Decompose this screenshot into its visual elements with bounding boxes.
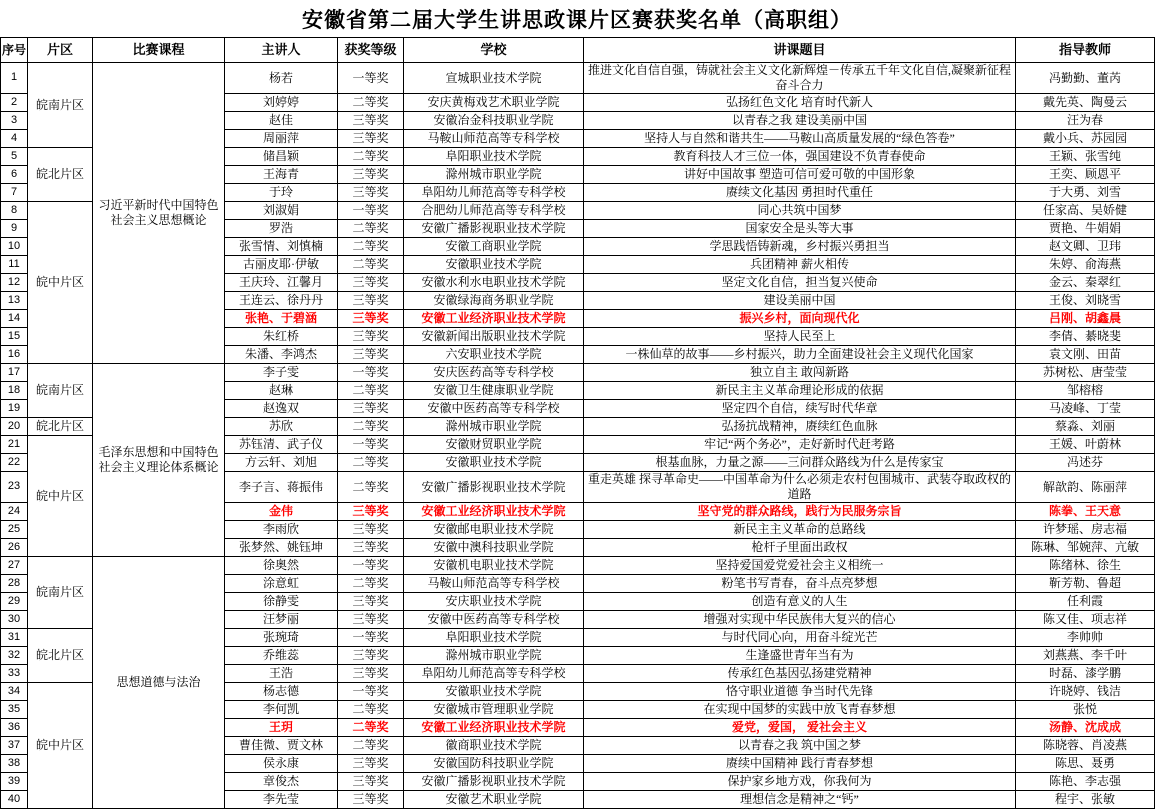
- advisor-cell: 王颖、张雪纯: [1016, 148, 1155, 166]
- col-header-award: 获奖等级: [338, 38, 404, 63]
- advisor-cell: 冯勤勤、董芮: [1016, 63, 1155, 94]
- col-header-region: 片区: [28, 38, 93, 63]
- school-cell: 马鞍山师范高等专科学校: [404, 575, 584, 593]
- topic-cell: 国家安全是头等大事: [584, 220, 1016, 238]
- row-number-cell: 37: [1, 737, 28, 755]
- topic-cell: 增强对实现中华民族伟大复兴的信心: [584, 611, 1016, 629]
- award-cell: 二等奖: [338, 701, 404, 719]
- advisor-cell: 程宇、张敏: [1016, 791, 1155, 809]
- topic-cell: 生逢盛世青年当有为: [584, 647, 1016, 665]
- row-number-cell: 35: [1, 701, 28, 719]
- speaker-cell: 古丽皮耶·伊敏: [225, 256, 338, 274]
- school-cell: 徽商职业技术学院: [404, 737, 584, 755]
- school-cell: 安徽城市管理职业学院: [404, 701, 584, 719]
- region-cell: 皖北片区: [28, 418, 93, 436]
- advisor-cell: 许晓婷、钱洁: [1016, 683, 1155, 701]
- speaker-cell: 杨若: [225, 63, 338, 94]
- col-header-number: 序号: [1, 38, 28, 63]
- advisor-cell: 刘燕燕、李千叶: [1016, 647, 1155, 665]
- award-cell: 三等奖: [338, 400, 404, 418]
- speaker-cell: 李先莹: [225, 791, 338, 809]
- topic-cell: 与时代同心向，用奋斗绽光芒: [584, 629, 1016, 647]
- row-number-cell: 29: [1, 593, 28, 611]
- region-cell: 皖南片区: [28, 557, 93, 629]
- award-cell: 三等奖: [338, 184, 404, 202]
- page-title: 安徽省第二届大学生讲思政课片区赛获奖名单（高职组）: [302, 8, 852, 32]
- region-cell: 皖北片区: [28, 148, 93, 202]
- school-cell: 安徽财贸职业学院: [404, 436, 584, 454]
- award-cell: 三等奖: [338, 539, 404, 557]
- topic-cell: 恪守职业道德 争当时代先锋: [584, 683, 1016, 701]
- topic-cell: 以青春之我 建设美丽中国: [584, 112, 1016, 130]
- advisor-cell: 朱婷、俞海燕: [1016, 256, 1155, 274]
- topic-cell: 弘扬抗战精神，赓续红色血脉: [584, 418, 1016, 436]
- school-cell: 安徽广播影视职业技术学院: [404, 472, 584, 503]
- advisor-cell: 解歆韵、陈丽萍: [1016, 472, 1155, 503]
- advisor-cell: 李倩、綦晓斐: [1016, 328, 1155, 346]
- school-cell: 安徽邮电职业技术学院: [404, 521, 584, 539]
- row-number-cell: 31: [1, 629, 28, 647]
- award-cell: 三等奖: [338, 755, 404, 773]
- row-number-cell: 32: [1, 647, 28, 665]
- speaker-cell: 杨志德: [225, 683, 338, 701]
- award-cell: 三等奖: [338, 292, 404, 310]
- row-number-cell: 3: [1, 112, 28, 130]
- advisor-cell: 贾艳、牛娟娟: [1016, 220, 1155, 238]
- advisor-cell: 赵文卿、卫玮: [1016, 238, 1155, 256]
- speaker-cell: 徐静雯: [225, 593, 338, 611]
- row-number-cell: 18: [1, 382, 28, 400]
- school-cell: 安徽国防科技职业学院: [404, 755, 584, 773]
- col-header-topic: 讲课题目: [584, 38, 1016, 63]
- region-cell: 皖北片区: [28, 629, 93, 683]
- topic-cell: 坚持爱国爱党爱社会主义相统一: [584, 557, 1016, 575]
- school-cell: 安徽冶金科技职业学院: [404, 112, 584, 130]
- school-cell: 安徽广播影视职业技术学院: [404, 773, 584, 791]
- topic-cell: 在实现中国梦的实践中放飞青春梦想: [584, 701, 1016, 719]
- speaker-cell: 金伟: [225, 503, 338, 521]
- advisor-cell: 王奕、顾恩平: [1016, 166, 1155, 184]
- row-number-cell: 12: [1, 274, 28, 292]
- topic-cell: 弘扬红色文化 培育时代新人: [584, 94, 1016, 112]
- school-cell: 安徽工业经济职业技术学院: [404, 719, 584, 737]
- advisor-cell: 张悦: [1016, 701, 1155, 719]
- advisor-cell: 任家高、吴娇健: [1016, 202, 1155, 220]
- award-cell: 一等奖: [338, 683, 404, 701]
- advisor-cell: 汤静、沈成成: [1016, 719, 1155, 737]
- row-number-cell: 8: [1, 202, 28, 220]
- speaker-cell: 王玥: [225, 719, 338, 737]
- row-number-cell: 27: [1, 557, 28, 575]
- topic-cell: 枪杆子里面出政权: [584, 539, 1016, 557]
- award-cell: 三等奖: [338, 503, 404, 521]
- school-cell: 宣城职业技术学院: [404, 63, 584, 94]
- speaker-cell: 赵佳: [225, 112, 338, 130]
- advisor-cell: 冯述芬: [1016, 454, 1155, 472]
- award-cell: 二等奖: [338, 719, 404, 737]
- award-cell: 三等奖: [338, 166, 404, 184]
- col-header-school: 学校: [404, 38, 584, 63]
- topic-cell: 兵团精神 薪火相传: [584, 256, 1016, 274]
- row-number-cell: 4: [1, 130, 28, 148]
- speaker-cell: 张梦然、姚钰坤: [225, 539, 338, 557]
- row-number-cell: 39: [1, 773, 28, 791]
- speaker-cell: 张艳、于碧涵: [225, 310, 338, 328]
- speaker-cell: 苏欣: [225, 418, 338, 436]
- school-cell: 安徽广播影视职业技术学院: [404, 220, 584, 238]
- topic-cell: 坚守党的群众路线，践行为民服务宗旨: [584, 503, 1016, 521]
- row-number-cell: 38: [1, 755, 28, 773]
- speaker-cell: 徐奥然: [225, 557, 338, 575]
- topic-cell: 坚定文化自信，担当复兴使命: [584, 274, 1016, 292]
- speaker-cell: 周丽萍: [225, 130, 338, 148]
- speaker-cell: 于玲: [225, 184, 338, 202]
- speaker-cell: 章俊杰: [225, 773, 338, 791]
- school-cell: 安徽职业技术学院: [404, 454, 584, 472]
- award-cell: 二等奖: [338, 418, 404, 436]
- advisor-cell: 陈拳、王天意: [1016, 503, 1155, 521]
- award-cell: 三等奖: [338, 521, 404, 539]
- topic-cell: 坚持人与自然和谐共生——马鞍山高质量发展的“绿色答卷”: [584, 130, 1016, 148]
- school-cell: 安徽新闻出版职业技术学院: [404, 328, 584, 346]
- topic-cell: 独立自主 敢闯新路: [584, 364, 1016, 382]
- speaker-cell: 张琬琦: [225, 629, 338, 647]
- row-number-cell: 23: [1, 472, 28, 503]
- row-number-cell: 21: [1, 436, 28, 454]
- topic-cell: 同心共筑中国梦: [584, 202, 1016, 220]
- award-cell: 二等奖: [338, 472, 404, 503]
- school-cell: 阜阳幼儿师范高等专科学校: [404, 665, 584, 683]
- school-cell: 安徽工业经济职业技术学院: [404, 310, 584, 328]
- advisor-cell: 许梦瑶、房志福: [1016, 521, 1155, 539]
- award-cell: 三等奖: [338, 773, 404, 791]
- col-header-speaker: 主讲人: [225, 38, 338, 63]
- award-cell: 一等奖: [338, 629, 404, 647]
- col-header-course: 比赛课程: [93, 38, 225, 63]
- row-number-cell: 28: [1, 575, 28, 593]
- advisor-cell: 蔡淼、刘丽: [1016, 418, 1155, 436]
- advisor-cell: 邹榕榕: [1016, 382, 1155, 400]
- row-number-cell: 7: [1, 184, 28, 202]
- advisor-cell: 李帅帅: [1016, 629, 1155, 647]
- award-cell: 二等奖: [338, 94, 404, 112]
- topic-cell: 教育科技人才三位一体，强国建设不负青春使命: [584, 148, 1016, 166]
- school-cell: 安徽工业经济职业技术学院: [404, 503, 584, 521]
- advisor-cell: 戴先英、陶曼云: [1016, 94, 1155, 112]
- course-cell: 习近平新时代中国特色社会主义思想概论: [93, 63, 225, 364]
- award-cell: 三等奖: [338, 328, 404, 346]
- advisor-cell: 靳芳勒、鲁超: [1016, 575, 1155, 593]
- school-cell: 滁州城市职业学院: [404, 418, 584, 436]
- school-cell: 安庆医药高等专科学校: [404, 364, 584, 382]
- region-cell: 皖中片区: [28, 683, 93, 809]
- row-number-cell: 25: [1, 521, 28, 539]
- school-cell: 安徽职业技术学院: [404, 683, 584, 701]
- speaker-cell: 刘淑娟: [225, 202, 338, 220]
- advisor-cell: 王俊、刘晓雪: [1016, 292, 1155, 310]
- row-number-cell: 15: [1, 328, 28, 346]
- advisor-cell: 陈琳、邹婉萍、亢敏: [1016, 539, 1155, 557]
- school-cell: 安徽绿海商务职业学院: [404, 292, 584, 310]
- topic-cell: 牢记“两个务必”，走好新时代赶考路: [584, 436, 1016, 454]
- topic-cell: 粉笔书写青春，奋斗点亮梦想: [584, 575, 1016, 593]
- speaker-cell: 赵逸双: [225, 400, 338, 418]
- topic-cell: 根基血脉，力量之源——三问群众路线为什么是传家宝: [584, 454, 1016, 472]
- topic-cell: 传承红色基因弘扬建党精神: [584, 665, 1016, 683]
- topic-cell: 保护家乡地方戏，你我何为: [584, 773, 1016, 791]
- course-cell: 毛泽东思想和中国特色社会主义理论体系概论: [93, 364, 225, 557]
- table-row: [1, 364, 1155, 382]
- topic-cell: 讲好中国故事 塑造可信可爱可敬的中国形象: [584, 166, 1016, 184]
- award-cell: 二等奖: [338, 382, 404, 400]
- row-number-cell: 30: [1, 611, 28, 629]
- advisor-cell: 陈绪林、徐生: [1016, 557, 1155, 575]
- topic-cell: 坚定四个自信，续写时代华章: [584, 400, 1016, 418]
- award-cell: 三等奖: [338, 274, 404, 292]
- advisor-cell: 王媛、叶蔚林: [1016, 436, 1155, 454]
- row-number-cell: 40: [1, 791, 28, 809]
- advisor-cell: 马凌峰、丁莹: [1016, 400, 1155, 418]
- speaker-cell: 李子言、蒋振伟: [225, 472, 338, 503]
- row-number-cell: 9: [1, 220, 28, 238]
- school-cell: 安徽中医药高等专科学校: [404, 400, 584, 418]
- speaker-cell: 乔维蕊: [225, 647, 338, 665]
- award-cell: 一等奖: [338, 436, 404, 454]
- award-cell: 三等奖: [338, 593, 404, 611]
- topic-cell: 新民主主义革命理论形成的依据: [584, 382, 1016, 400]
- topic-cell: 创造有意义的人生: [584, 593, 1016, 611]
- row-number-cell: 36: [1, 719, 28, 737]
- table-row: [1, 557, 1155, 575]
- award-cell: 一等奖: [338, 364, 404, 382]
- col-header-advisor: 指导教师: [1016, 38, 1155, 63]
- topic-cell: 新民主主义革命的总路线: [584, 521, 1016, 539]
- award-cell: 二等奖: [338, 148, 404, 166]
- row-number-cell: 19: [1, 400, 28, 418]
- award-cell: 二等奖: [338, 737, 404, 755]
- row-number-cell: 17: [1, 364, 28, 382]
- award-cell: 三等奖: [338, 611, 404, 629]
- speaker-cell: 王庆玲、江馨月: [225, 274, 338, 292]
- advisor-cell: 苏树松、唐莹莹: [1016, 364, 1155, 382]
- speaker-cell: 侯永康: [225, 755, 338, 773]
- row-number-cell: 22: [1, 454, 28, 472]
- advisor-cell: 陈艳、李志强: [1016, 773, 1155, 791]
- advisor-cell: 袁文刚、田苗: [1016, 346, 1155, 364]
- row-number-cell: 14: [1, 310, 28, 328]
- award-cell: 二等奖: [338, 575, 404, 593]
- row-number-cell: 1: [1, 63, 28, 94]
- school-cell: 安庆黄梅戏艺术职业学院: [404, 94, 584, 112]
- header-row: [1, 38, 1155, 63]
- advisor-cell: 陈思、聂勇: [1016, 755, 1155, 773]
- advisor-cell: 陈晓蓉、肖凌燕: [1016, 737, 1155, 755]
- school-cell: 阜阳职业技术学院: [404, 629, 584, 647]
- award-cell: 一等奖: [338, 557, 404, 575]
- speaker-cell: 张雪情、刘慎楠: [225, 238, 338, 256]
- row-number-cell: 16: [1, 346, 28, 364]
- row-number-cell: 33: [1, 665, 28, 683]
- speaker-cell: 储昌颖: [225, 148, 338, 166]
- school-cell: 安徽工商职业学院: [404, 238, 584, 256]
- speaker-cell: 朱红桥: [225, 328, 338, 346]
- region-cell: 皖南片区: [28, 364, 93, 418]
- topic-cell: 赓续文化基因 勇担时代重任: [584, 184, 1016, 202]
- topic-cell: 一株仙草的故事——乡村振兴，助力全面建设社会主义现代化国家: [584, 346, 1016, 364]
- school-cell: 滁州城市职业学院: [404, 166, 584, 184]
- speaker-cell: 李何凯: [225, 701, 338, 719]
- school-cell: 安徽艺术职业学院: [404, 791, 584, 809]
- advisor-cell: 金云、秦翠红: [1016, 274, 1155, 292]
- award-cell: 二等奖: [338, 238, 404, 256]
- speaker-cell: 李雨欣: [225, 521, 338, 539]
- school-cell: 合肥幼儿师范高等专科学校: [404, 202, 584, 220]
- topic-cell: 重走英雄 探寻革命史——中国革命为什么必须走农村包围城市、武装夺取政权的道路: [584, 472, 1016, 503]
- awards-table: [0, 37, 1155, 809]
- advisor-cell: 于大勇、刘雪: [1016, 184, 1155, 202]
- row-number-cell: 10: [1, 238, 28, 256]
- speaker-cell: 方云轩、刘旭: [225, 454, 338, 472]
- speaker-cell: 王浩: [225, 665, 338, 683]
- row-number-cell: 24: [1, 503, 28, 521]
- advisor-cell: 陈又佳、项志祥: [1016, 611, 1155, 629]
- award-cell: 一等奖: [338, 202, 404, 220]
- school-cell: 六安职业技术学院: [404, 346, 584, 364]
- award-cell: 三等奖: [338, 647, 404, 665]
- award-cell: 三等奖: [338, 310, 404, 328]
- award-cell: 一等奖: [338, 63, 404, 94]
- region-cell: 皖南片区: [28, 63, 93, 148]
- award-cell: 二等奖: [338, 454, 404, 472]
- table-header: [1, 38, 1155, 63]
- speaker-cell: 赵琳: [225, 382, 338, 400]
- advisor-cell: 任利霞: [1016, 593, 1155, 611]
- topic-cell: 推进文化自信自强，铸就社会主义文化新辉煌－传承五千年文化自信,凝聚新征程奋斗合力: [584, 63, 1016, 94]
- award-cell: 三等奖: [338, 346, 404, 364]
- row-number-cell: 5: [1, 148, 28, 166]
- school-cell: 安徽中医药高等专科学校: [404, 611, 584, 629]
- school-cell: 安徽卫生健康职业学院: [404, 382, 584, 400]
- speaker-cell: 苏钰清、武子仪: [225, 436, 338, 454]
- award-cell: 二等奖: [338, 220, 404, 238]
- advisor-cell: 时磊、漆学鹏: [1016, 665, 1155, 683]
- school-cell: 安徽职业技术学院: [404, 256, 584, 274]
- award-cell: 三等奖: [338, 665, 404, 683]
- topic-cell: 振兴乡村，面向现代化: [584, 310, 1016, 328]
- school-cell: 安徽中澳科技职业学院: [404, 539, 584, 557]
- speaker-cell: 王海青: [225, 166, 338, 184]
- topic-cell: 赓续中国精神 践行青春梦想: [584, 755, 1016, 773]
- speaker-cell: 曹佳微、贾文林: [225, 737, 338, 755]
- row-number-cell: 20: [1, 418, 28, 436]
- school-cell: 滁州城市职业学院: [404, 647, 584, 665]
- row-number-cell: 34: [1, 683, 28, 701]
- speaker-cell: 王连云、徐丹丹: [225, 292, 338, 310]
- topic-cell: 坚持人民至上: [584, 328, 1016, 346]
- row-number-cell: 13: [1, 292, 28, 310]
- speaker-cell: 李子雯: [225, 364, 338, 382]
- award-cell: 二等奖: [338, 256, 404, 274]
- topic-cell: 学思践悟铸新魂，乡村振兴勇担当: [584, 238, 1016, 256]
- advisor-cell: 吕刚、胡鑫晨: [1016, 310, 1155, 328]
- table-body: [1, 63, 1155, 809]
- speaker-cell: 汪梦丽: [225, 611, 338, 629]
- school-cell: 马鞍山师范高等专科学校: [404, 130, 584, 148]
- speaker-cell: 朱潘、李鸿杰: [225, 346, 338, 364]
- school-cell: 阜阳职业技术学院: [404, 148, 584, 166]
- row-number-cell: 2: [1, 94, 28, 112]
- region-cell: 皖中片区: [28, 436, 93, 557]
- topic-cell: 爱党，爱国， 爱社会主义: [584, 719, 1016, 737]
- row-number-cell: 11: [1, 256, 28, 274]
- speaker-cell: 罗浩: [225, 220, 338, 238]
- school-cell: 安徽水利水电职业技术学院: [404, 274, 584, 292]
- school-cell: 阜阳幼儿师范高等专科学校: [404, 184, 584, 202]
- row-number-cell: 26: [1, 539, 28, 557]
- advisor-cell: 汪为春: [1016, 112, 1155, 130]
- award-cell: 三等奖: [338, 112, 404, 130]
- topic-cell: 理想信念是精神之“钙”: [584, 791, 1016, 809]
- table-row: [1, 63, 1155, 94]
- course-cell: 思想道德与法治: [93, 557, 225, 809]
- advisor-cell: 戴小兵、苏园园: [1016, 130, 1155, 148]
- award-cell: 三等奖: [338, 130, 404, 148]
- region-cell: 皖中片区: [28, 202, 93, 364]
- topic-cell: 建设美丽中国: [584, 292, 1016, 310]
- school-cell: 安庆职业技术学院: [404, 593, 584, 611]
- speaker-cell: 涂意虹: [225, 575, 338, 593]
- row-number-cell: 6: [1, 166, 28, 184]
- award-cell: 三等奖: [338, 791, 404, 809]
- topic-cell: 以青春之我 筑中国之梦: [584, 737, 1016, 755]
- school-cell: 安徽机电职业技术学院: [404, 557, 584, 575]
- speaker-cell: 刘婷婷: [225, 94, 338, 112]
